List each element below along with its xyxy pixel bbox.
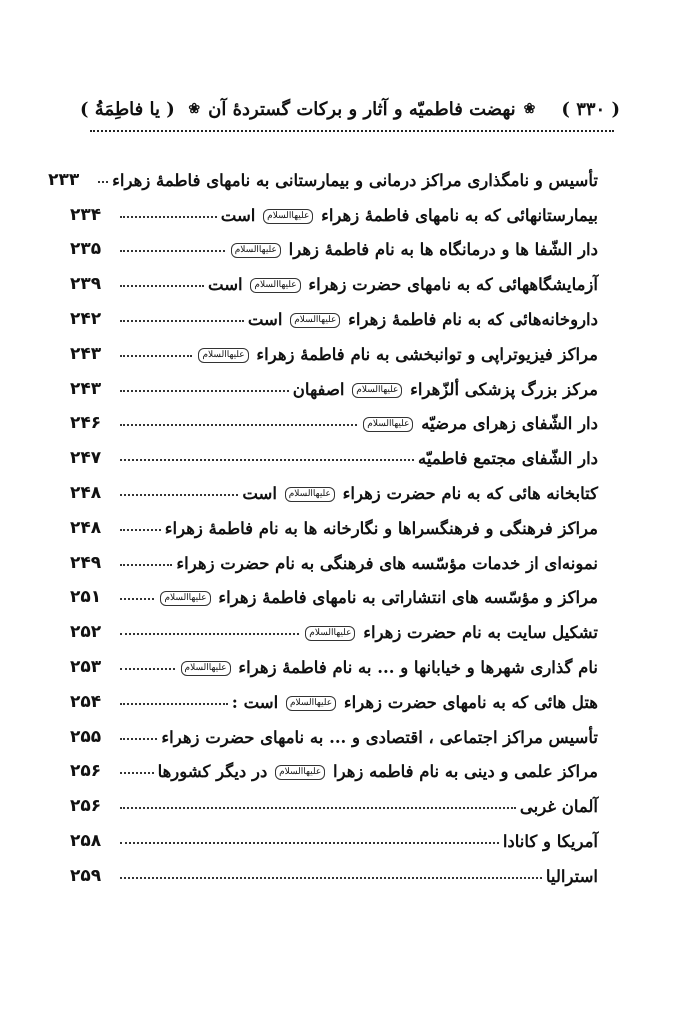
running-header xyxy=(80,92,620,126)
dot-leader xyxy=(120,807,516,809)
toc-entry-title: داروخانه‌هائی که به نام فاطمهٔ زهراء علیهاالسلام است xyxy=(247,309,598,329)
toc-entry[interactable] xyxy=(70,747,598,782)
honorific-seal-icon: علیهاالسلام xyxy=(352,383,402,398)
page-number: ( ۳۳۰ ) xyxy=(561,98,620,120)
dot-leader xyxy=(120,355,192,357)
toc-entry[interactable] xyxy=(70,259,598,294)
toc-entry[interactable] xyxy=(70,538,598,573)
dot-leader xyxy=(120,703,228,705)
toc-entry-page: ۲۵۵ xyxy=(70,726,102,747)
toc-entry-page: ۲۴۷ xyxy=(70,448,102,469)
toc-entry-title: آزمایشگاههائی که به نامهای حضرت زهراء علیهاالسلام است xyxy=(208,275,598,295)
toc-entry-title: آلمان غربی xyxy=(519,797,598,817)
dot-leader xyxy=(120,633,299,635)
toc-entry[interactable] xyxy=(70,433,598,468)
dot-leader xyxy=(120,564,172,566)
dot-leader xyxy=(120,877,542,879)
header-title: نهضت فاطمیّه و آثار و برکات گستردهٔ آن xyxy=(208,98,516,120)
dot-leader xyxy=(120,842,499,844)
honorific-seal-icon: علیهاالسلام xyxy=(231,243,281,258)
toc-entry-page: ۲۴۸ xyxy=(70,482,102,503)
toc-entry-page: ۲۵۲ xyxy=(70,622,102,643)
toc-entry[interactable] xyxy=(70,851,598,886)
dot-leader xyxy=(120,216,217,218)
toc-entry-title: مراکز فیزیوتراپی و توانبخشی به نام فاطمهٔ زهراء علیهاالسلام xyxy=(196,345,598,364)
toc-entry-title: بیمارستانهائی که به نامهای فاطمهٔ زهراء علیهاالسلام است xyxy=(220,205,598,225)
toc-entry[interactable] xyxy=(70,816,598,851)
toc-entry-title: استرالیا xyxy=(545,866,598,886)
dot-leader xyxy=(120,529,161,531)
toc-entry-title: کتابخانه هائی که به نام حضرت زهراء علیهاالسلام است xyxy=(242,483,598,503)
toc-entry[interactable] xyxy=(70,329,598,364)
toc-entry-page: ۲۴۸ xyxy=(70,517,102,538)
toc-entry-page: ۲۴۶ xyxy=(70,413,102,434)
toc-entry-title: هتل هائی که به نامهای حضرت زهراء علیهاالسلام است : xyxy=(231,692,598,712)
toc-entry[interactable] xyxy=(70,364,598,399)
toc-entry-page: ۲۴۹ xyxy=(70,552,102,573)
toc-entry-title: دار الشّفای مجتمع فاطمیّه xyxy=(418,449,598,469)
toc-entry-page: ۲۳۴ xyxy=(70,204,102,225)
toc-entry-title: دار الشّفا ها و درمانگاه ها به نام فاطمهٔ زهرا علیهاالسلام xyxy=(229,240,598,259)
toc-entry-title: مرکز بزرگ پزشکی ألزّهراء علیهاالسلام اصفهان xyxy=(292,379,598,399)
ornament-icon: ❀ xyxy=(523,101,536,117)
toc-entry-page: ۲۵۴ xyxy=(70,691,102,712)
toc-entry-page: ۲۵۱ xyxy=(70,587,102,608)
header-ya-fatima: ( یا فاطِمَةُ ) xyxy=(80,98,175,120)
dot-leader xyxy=(120,668,175,670)
dot-leader xyxy=(120,390,289,392)
honorific-seal-icon: علیهاالسلام xyxy=(285,487,335,502)
toc-entry-page: ۲۵۹ xyxy=(70,865,102,886)
honorific-seal-icon: علیهاالسلام xyxy=(286,696,336,711)
toc-entry-page: ۲۵۳ xyxy=(70,656,102,677)
toc-entry[interactable] xyxy=(70,677,598,712)
toc-entry[interactable] xyxy=(70,503,598,538)
toc-entry[interactable] xyxy=(70,399,598,434)
table-of-contents xyxy=(48,155,598,886)
toc-entry-page: ۲۳۳ xyxy=(48,169,80,190)
toc-entry-page: ۲۴۲ xyxy=(70,308,102,329)
header-divider xyxy=(90,130,614,132)
toc-entry-title: تشکیل سایت به نام حضرت زهراء علیهاالسلام xyxy=(303,623,598,642)
toc-entry-title: مراکز علمی و دینی به نام فاطمه زهرا علیهاالسلام در دیگر کشورها xyxy=(157,762,598,782)
honorific-seal-icon: علیهاالسلام xyxy=(198,348,248,363)
toc-entry-title: دار الشّفای زهرای مرضیّه علیهاالسلام xyxy=(361,414,598,433)
toc-entry[interactable] xyxy=(70,642,598,677)
dot-leader xyxy=(120,459,414,461)
honorific-seal-icon: علیهاالسلام xyxy=(290,313,340,328)
honorific-seal-icon: علیهاالسلام xyxy=(160,591,210,606)
dot-leader xyxy=(120,424,357,426)
dot-leader xyxy=(120,250,225,252)
toc-entry[interactable] xyxy=(70,225,598,260)
toc-entry-page: ۲۵۶ xyxy=(70,796,102,817)
honorific-seal-icon: علیهاالسلام xyxy=(305,626,355,641)
toc-entry-page: ۲۴۳ xyxy=(70,378,102,399)
toc-entry-page: ۲۴۳ xyxy=(70,343,102,364)
dot-leader xyxy=(98,181,108,183)
toc-entry[interactable] xyxy=(70,573,598,608)
honorific-seal-icon: علیهاالسلام xyxy=(363,417,413,432)
toc-entry-title: آمریکا و کانادا xyxy=(502,831,598,851)
toc-entry[interactable] xyxy=(70,190,598,225)
toc-entry[interactable] xyxy=(70,294,598,329)
ornament-icon: ❀ xyxy=(188,101,201,117)
toc-entry-title: نمونه‌ای از خدمات مؤسّسه های فرهنگی به نام حضرت زهراء xyxy=(176,553,598,573)
toc-entry-page: ۲۵۸ xyxy=(70,830,102,851)
dot-leader xyxy=(120,494,238,496)
toc-entry-title: مراکز و مؤسّسه های انتشاراتی به نامهای فاطمهٔ زهراء علیهاالسلام xyxy=(158,588,598,607)
honorific-seal-icon: علیهاالسلام xyxy=(250,278,300,293)
toc-entry-title: مراکز فرهنگی و فرهنگسراها و نگارخانه ها به نام فاطمهٔ زهراء xyxy=(164,518,598,538)
toc-entry[interactable] xyxy=(48,155,598,190)
honorific-seal-icon: علیهاالسلام xyxy=(181,661,231,676)
toc-entry[interactable] xyxy=(70,468,598,503)
toc-entry-page: ۲۳۵ xyxy=(70,239,102,260)
dot-leader xyxy=(120,320,244,322)
toc-entry-title: نام گذاری شهرها و خیابانها و ... به نام فاطمهٔ زهراء علیهاالسلام xyxy=(179,658,599,677)
dot-leader xyxy=(120,285,204,287)
honorific-seal-icon: علیهاالسلام xyxy=(275,765,325,780)
toc-entry-title: تأسیس مراکز اجتماعی ، اقتصادی و ... به نامهای حضرت زهراء xyxy=(161,727,598,747)
dot-leader xyxy=(120,598,154,600)
toc-entry-page: ۲۵۶ xyxy=(70,761,102,782)
toc-entry-title: تأسیس و نامگذاری مراکز درمانی و بیمارستانی به نامهای فاطمهٔ زهراء xyxy=(112,170,598,190)
toc-entry[interactable] xyxy=(70,712,598,747)
dot-leader xyxy=(120,772,154,774)
toc-entry-page: ۲۳۹ xyxy=(70,274,102,295)
dot-leader xyxy=(120,738,157,740)
toc-entry[interactable] xyxy=(70,781,598,816)
honorific-seal-icon: علیهاالسلام xyxy=(263,209,313,224)
toc-entry[interactable] xyxy=(70,607,598,642)
